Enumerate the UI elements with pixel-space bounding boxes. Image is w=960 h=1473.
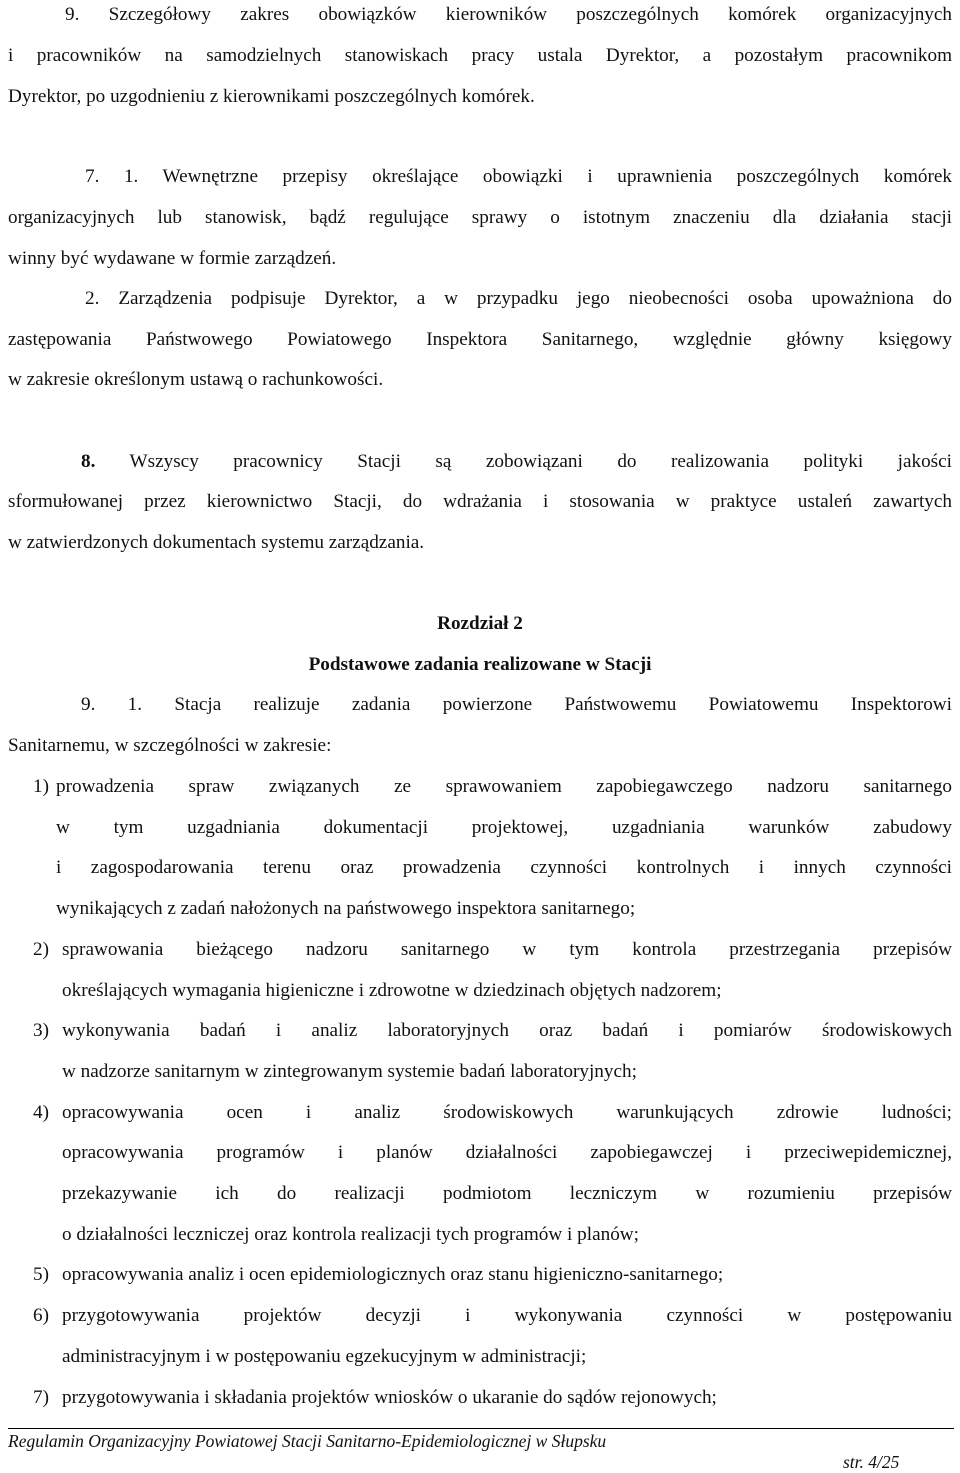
list-item-line: przygotowywania projektów decyzji i wykonywania czynności w postępowaniu [62,1305,952,1326]
list-item-number: 2) [33,939,49,960]
paragraph-line: w zakresie określonym ustawą o rachunkowości. [8,369,384,390]
list-item-line: wykonywania badań i analiz laboratoryjnych oraz badań i pomiarów środowiskowych [62,1020,952,1041]
list-item-line: przekazywanie ich do realizacji podmiotom leczniczym w rozumieniu przepisów [62,1183,952,1204]
list-item-line: przygotowywania i składania projektów wniosków o ukaranie do sądów rejonowych; [62,1387,717,1408]
paragraph-line: winny być wydawane w formie zarządzeń. [8,248,337,269]
footer-divider [8,1428,954,1429]
list-item-line: w nadzorze sanitarnym w zintegrowanym systemie badań laboratoryjnych; [62,1061,637,1082]
list-item-number: 3) [33,1020,49,1041]
paragraph-line: 9. Szczegółowy zakres obowiązków kierowników poszczególnych komórek organizacyjnych [65,4,952,25]
footer-title: Regulamin Organizacyjny Powiatowej Stacji Sanitarno-Epidemiologicznej w Słupsku [8,1431,607,1451]
page-number: str. 4/25 [843,1452,900,1472]
chapter-subtitle: Podstawowe zadania realizowane w Stacji [308,654,652,675]
list-item-line: opracowywania programów i planów działalności zapobiegawczej i przeciwepidemicznej, [62,1142,952,1163]
paragraph-line: Dyrektor, po uzgodnieniu z kierownikami poszczególnych komórek. [8,86,535,107]
list-item-line: administracyjnym i w postępowaniu egzekucyjnym w administracji; [62,1346,587,1367]
list-item-number: 5) [33,1264,49,1285]
list-item-number: 7) [33,1387,49,1408]
list-item-line: sprawowania bieżącego nadzoru sanitarnego w tym kontrola przestrzegania przepisów [62,939,952,960]
section-7-1-line: 7. 1. Wewnętrzne przepisy określające obowiązki i uprawnienia poszczególnych komórek [85,166,952,187]
list-item-line: w tym uzgadniania dokumentacji projektowej, uzgadniania warunków zabudowy [56,817,952,838]
paragraph-line: w zatwierdzonych dokumentach systemu zarządzania. [8,532,425,553]
list-item-line: określających wymagania higieniczne i zdrowotne w dziedzinach objętych nadzorem; [62,980,722,1001]
section-number: 8. [81,451,96,472]
list-item-line: opracowywania analiz i ocen epidemiologicznych oraz stanu higieniczno-sanitarnego; [62,1264,724,1285]
list-item-line: opracowywania ocen i analiz środowiskowych warunkujących zdrowie ludności; [62,1102,952,1123]
list-item-number: 4) [33,1102,49,1123]
section-8-text: Wszyscy pracownicy Stacji są zobowiązani do realizowania polityki jakości [129,451,952,472]
chapter-title: Rozdział 2 [437,613,523,634]
paragraph-line: Sanitarnemu, w szczególności w zakresie: [8,735,332,756]
paragraph-line: zastępowania Państwowego Powiatowego Inspektora Sanitarnego, względnie główny księgowy [8,329,952,350]
list-item-line: i zagospodarowania terenu oraz prowadzenia czynności kontrolnych i innych czynności [56,857,952,878]
section-9-1-line: 9. 1. Stacja realizuje zadania powierzone Państwowemu Powiatowemu Inspektorowi [81,694,952,715]
list-item-line: prowadzenia spraw związanych ze sprawowaniem zapobiegawczego nadzoru sanitarnego [56,776,952,797]
paragraph-line: organizacyjnych lub stanowisk, bądź regulujące sprawy o istotnym znaczeniu dla działania stacji [8,207,952,228]
list-item-line: wynikających z zadań nałożonych na państwowego inspektora sanitarnego; [56,898,636,919]
section-7-2-line: 2. Zarządzenia podpisuje Dyrektor, a w przypadku jego nieobecności osoba upoważniona do [85,288,952,309]
paragraph-line: sformułowanej przez kierownictwo Stacji, do wdrażania i stosowania w praktyce ustaleń zawartych [8,491,952,512]
list-item-number: 1) [33,776,49,797]
paragraph-line: i pracowników na samodzielnych stanowiskach pracy ustala Dyrektor, a pozostałym pracownikom [8,45,952,66]
list-item-number: 6) [33,1305,49,1326]
section-8-line [81,451,952,473]
list-item-line: o działalności leczniczej oraz kontrola realizacji tych programów i planów; [62,1224,639,1245]
